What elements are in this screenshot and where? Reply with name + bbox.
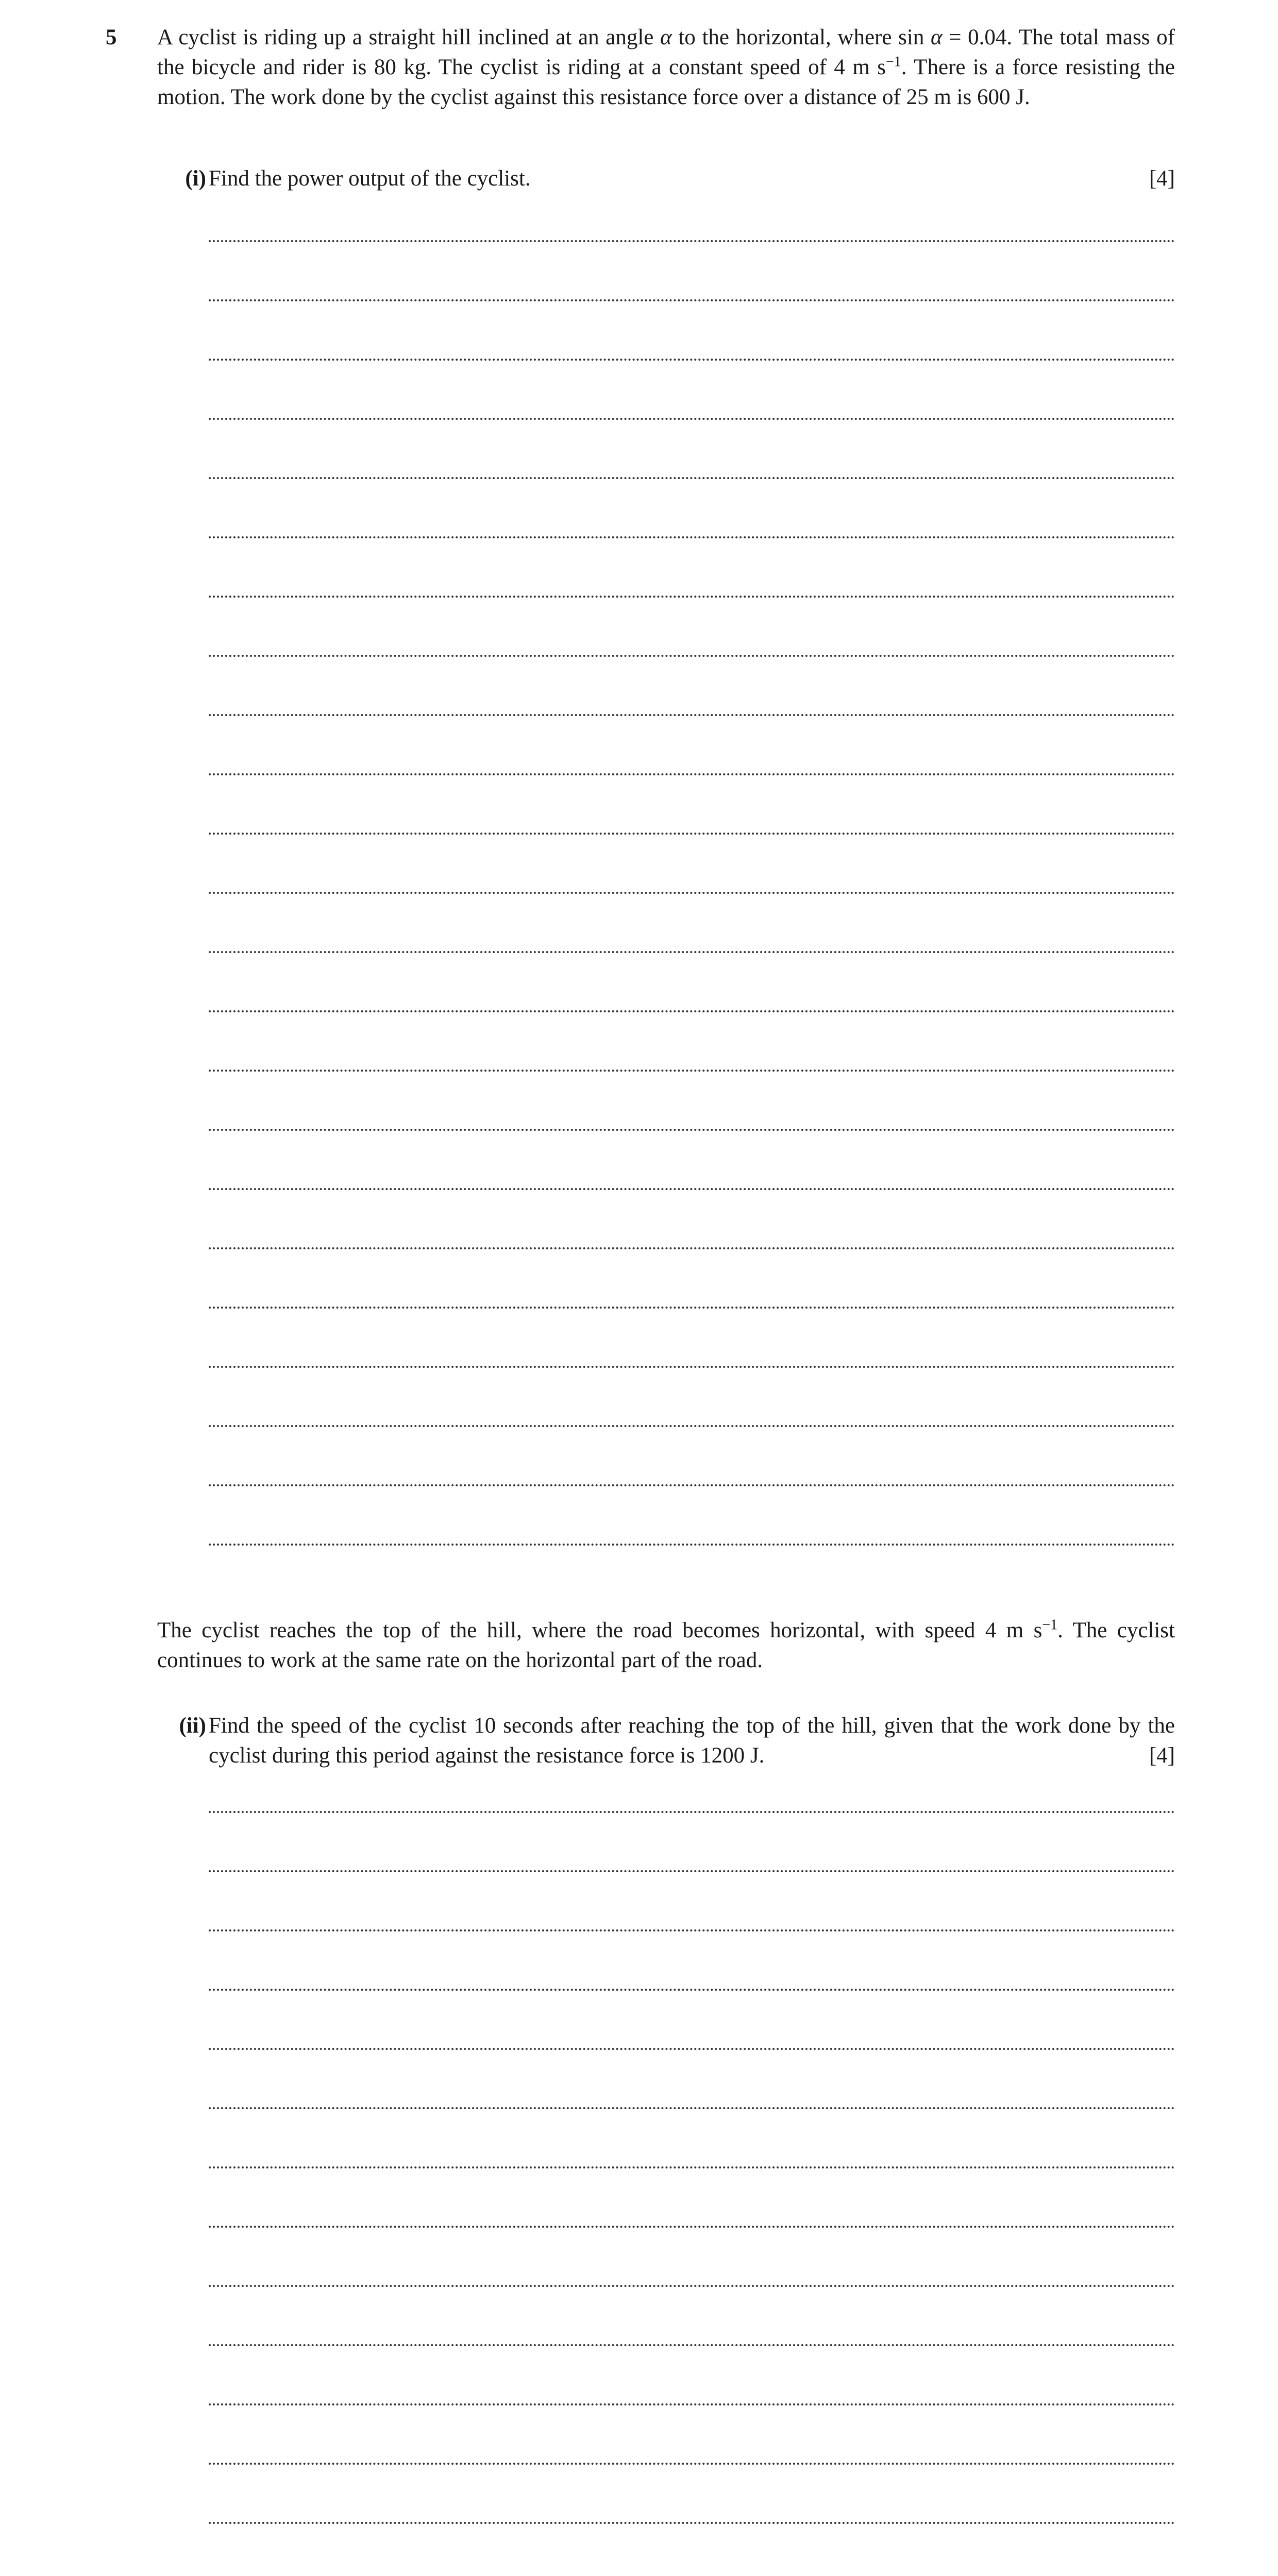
part-i [157,164,1175,195]
transition-text [157,1616,1175,1675]
answer-line[interactable] [209,1544,1175,1546]
transition-text-2: . The cyclist continues to work at the same rate on the horizontal part of the road. [157,1618,1175,1672]
answer-line[interactable] [209,951,1175,953]
answer-line[interactable] [209,1247,1175,1249]
answer-line[interactable] [209,2463,1175,2465]
answer-line[interactable] [209,1484,1175,1486]
answer-line[interactable] [209,655,1175,657]
unit-exponent: −1 [885,54,901,70]
answer-line[interactable] [209,1010,1175,1012]
answer-line[interactable] [209,773,1175,775]
part-ii-label: (ii) [179,1714,206,1738]
answer-line[interactable] [209,1870,1175,1872]
answer-line[interactable] [209,299,1175,301]
part-ii [157,1711,1175,1773]
answer-line[interactable] [209,1129,1175,1131]
stem-text-4: . There is a force resisting the motion. The work done by the cyclist against this resistance force over a distance of 25 m is 600 J. [157,55,1175,109]
answer-line[interactable] [209,714,1175,716]
answer-line[interactable] [209,418,1175,420]
answer-line[interactable] [209,2344,1175,2346]
part-ii-text: Find the speed of the cyclist 10 seconds after reaching the top of the hill, given that the work done by the cyclist during this period against the resistance force is 1200 J. [209,1714,1175,1768]
question-number: 5 [106,25,117,49]
answer-line[interactable] [209,1425,1175,1427]
answer-line[interactable] [209,1188,1175,1190]
unit-exponent: −1 [1042,1617,1058,1633]
answer-line[interactable] [209,1989,1175,1991]
answer-line[interactable] [209,1929,1175,1931]
answer-line[interactable] [209,1307,1175,1309]
answer-line[interactable] [209,2107,1175,2109]
stem-text-3: = 0.04. The total mass of the bicycle and rider is 80 kg. The cyclist is riding at a constant speed of 4 m s [157,25,1175,79]
answer-line[interactable] [209,359,1175,361]
answer-line[interactable] [209,536,1175,538]
part-i-label: (i) [185,166,206,191]
alpha-symbol: α [660,25,672,49]
answer-line[interactable] [209,240,1175,242]
answer-line[interactable] [209,2403,1175,2405]
part-i-text: Find the power output of the cyclist. [209,166,531,191]
part-i-marks: [4] [1149,166,1175,191]
answer-line[interactable] [209,596,1175,598]
answer-line[interactable] [209,833,1175,835]
question-stem [157,23,1175,112]
answer-line[interactable] [209,477,1175,479]
alpha-symbol: α [931,25,943,49]
answer-line[interactable] [209,892,1175,894]
answer-line[interactable] [209,2048,1175,2050]
transition-text-1: The cyclist reaches the top of the hill, where the road becomes horizontal, with speed 4 m s [157,1618,1042,1642]
answer-line[interactable] [209,2166,1175,2168]
answer-line[interactable] [209,1070,1175,1072]
stem-text-1: A cyclist is riding up a straight hill inclined at an angle [157,25,661,49]
answer-line[interactable] [209,2285,1175,2287]
part-ii-marks: [4] [1149,1743,1175,1768]
answer-line[interactable] [209,1811,1175,1813]
answer-line[interactable] [209,1366,1175,1368]
answer-lines-part-i[interactable] [209,240,1175,1603]
answer-line[interactable] [209,2522,1175,2524]
answer-line[interactable] [209,2226,1175,2228]
stem-text-2: to the horizontal, where sin [671,25,931,49]
answer-lines-part-ii[interactable] [209,1811,1175,2576]
